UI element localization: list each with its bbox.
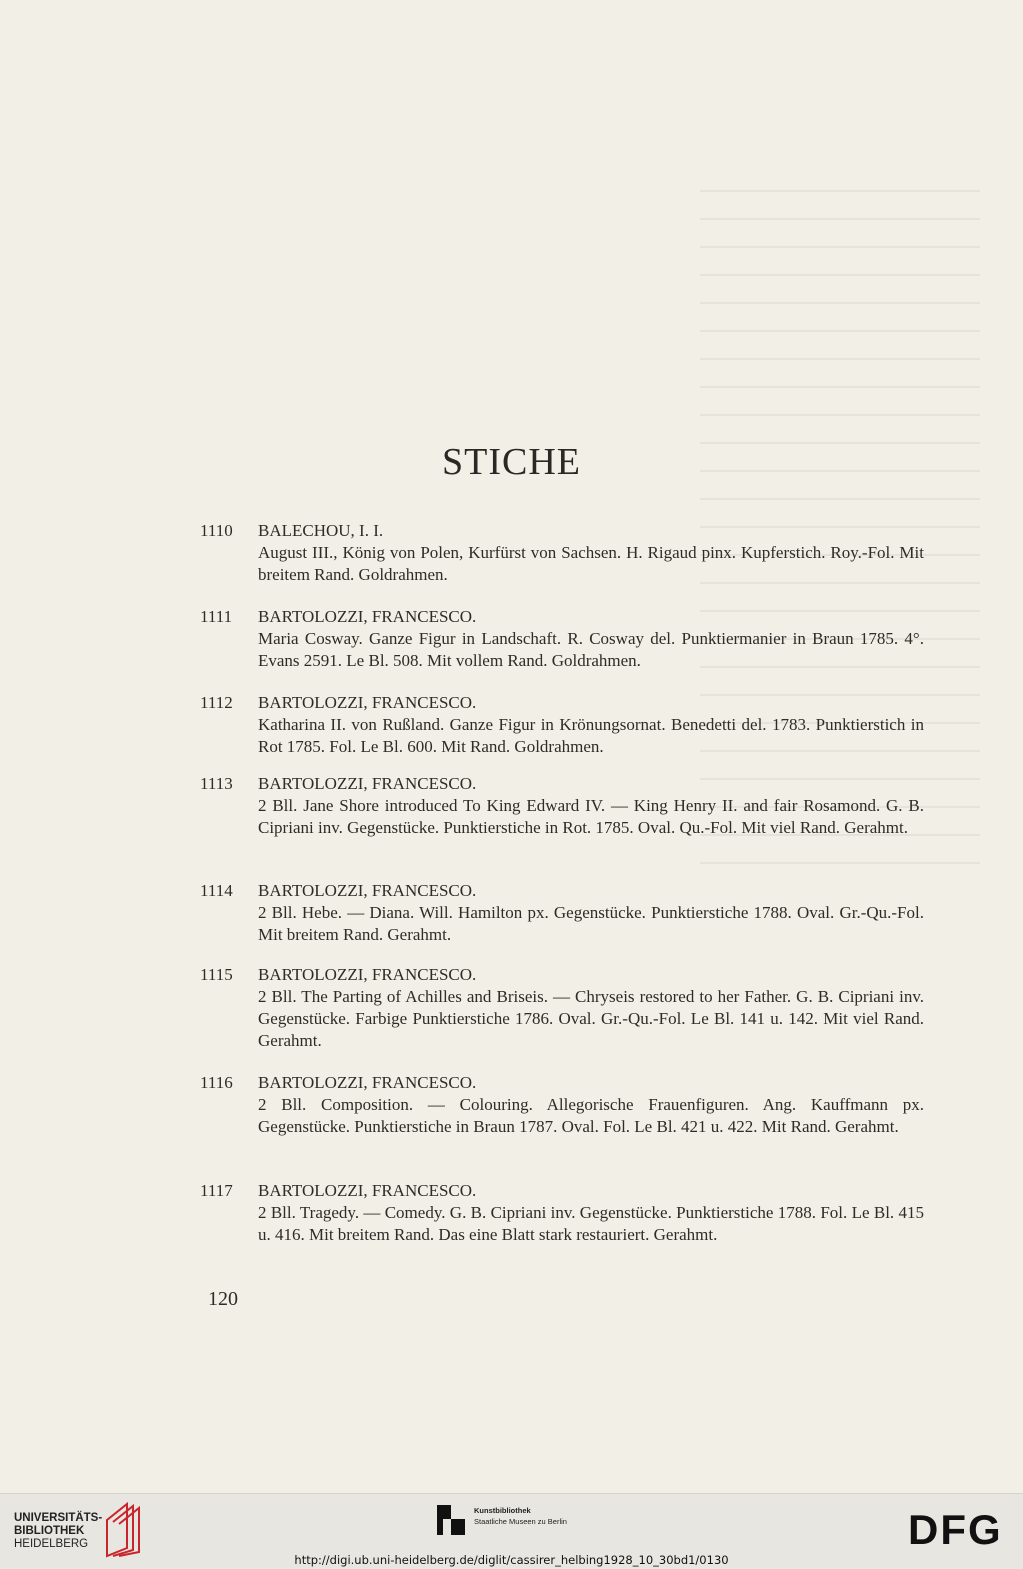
kunstbibliothek-logo-text[interactable]: Kunstbibliothek Staatliche Museen zu Berlin [474, 1506, 567, 1526]
lot-description: 2 Bll. Composition. — Colouring. Allegorische Frauenfiguren. Ang. Kauffmann px. Gegenstücke. Punktierstiche in Braun 1787. Oval. Fol. Le Bl. 421 u. 422. Mit Rand. Gerahmt. [258, 1095, 924, 1136]
university-library-logo-text[interactable]: UNIVERSITÄTS- BIBLIOTHEK HEIDELBERG [14, 1512, 103, 1550]
lot-description: August III., König von Polen, Kurfürst von Sachsen. H. Rigaud pinx. Kupferstich. Roy.-Fol. Mit breitem Rand. Goldrahmen. [258, 543, 924, 584]
lot-description: 2 Bll. Jane Shore introduced To King Edward IV. — King Henry II. and fair Rosamond. G. B. Cipriani inv. Gegenstücke. Punktierstiche in Rot. 1785. Oval. Qu.-Fol. Mit viel Rand. Gerahmt. [258, 796, 924, 837]
lot-number: 1114 [200, 881, 233, 900]
lot-number: 1115 [200, 965, 233, 984]
lot-description: Maria Cosway. Ganze Figur in Landschaft. R. Cosway del. Punktiermanier in Braun 1785. 4°. Evans 2591. Le Bl. 508. Mit vollem Rand. Goldrahmen. [258, 629, 924, 670]
section-heading: STICHE [442, 441, 581, 483]
artist-name: BARTOLOZZI, FRANCESCO. [258, 693, 477, 712]
catalog-entry-1110 [200, 520, 924, 586]
catalog-entry-1115 [200, 964, 924, 1052]
lot-description: 2 Bll. Hebe. — Diana. Will. Hamilton px. Gegenstücke. Punktierstiche 1788. Oval. Gr.-Qu.-Fol. Mit breitem Rand. Gerahmt. [258, 903, 924, 944]
lot-number: 1117 [200, 1181, 233, 1200]
catalog-entry-1113 [200, 773, 924, 839]
catalog-entry-1116 [200, 1072, 924, 1138]
artist-name: BARTOLOZZI, FRANCESCO. [258, 1181, 477, 1200]
lot-number: 1116 [200, 1073, 233, 1092]
permalink-url[interactable]: http://digi.ub.uni-heidelberg.de/diglit/cassirer_helbing1928_10_30bd1/0130 [294, 1553, 729, 1567]
artist-name: BARTOLOZZI, FRANCESCO. [258, 607, 477, 626]
catalog-entry-1114 [200, 880, 924, 946]
catalog-entry-1111 [200, 606, 924, 672]
lot-number: 1112 [200, 693, 233, 712]
artist-name: BALECHOU, I. I. [258, 521, 384, 540]
lot-description: 2 Bll. Tragedy. — Comedy. G. B. Cipriani inv. Gegenstücke. Punktierstiche 1788. Fol. Le Bl. 415 u. 416. Mit breitem Rand. Das eine Blatt stark restauriert. Gerahmt. [258, 1203, 924, 1244]
lot-description: 2 Bll. The Parting of Achilles and Briseis. — Chryseis restored to her Father. G. B. Cipriani inv. Gegenstücke. Farbige Punktierstiche 1786. Oval. Gr.-Qu.-Fol. Le Bl. 141 u. 142. Mit viel Rand. Gerahmt. [258, 987, 924, 1050]
page-number: 120 [208, 1288, 238, 1310]
lot-number: 1110 [200, 521, 233, 540]
artist-name: BARTOLOZZI, FRANCESCO. [258, 965, 477, 984]
catalog-entry-1117 [200, 1180, 924, 1246]
artist-name: BARTOLOZZI, FRANCESCO. [258, 774, 477, 793]
lot-description: Katharina II. von Rußland. Ganze Figur in Krönungsornat. Benedetti del. 1783. Punktierstich in Rot 1785. Fol. Le Bl. 600. Mit Rand. Goldrahmen. [258, 715, 924, 756]
artist-name: BARTOLOZZI, FRANCESCO. [258, 1073, 477, 1092]
artist-name: BARTOLOZZI, FRANCESCO. [258, 881, 477, 900]
lot-number: 1111 [200, 607, 233, 626]
catalog-entry-1112 [200, 692, 924, 758]
university-library-logo-icon[interactable] [103, 1500, 143, 1558]
lot-number: 1113 [200, 774, 233, 793]
kunstbibliothek-logo-icon[interactable] [437, 1505, 465, 1535]
dfg-logo[interactable]: DFG [908, 1506, 1003, 1553]
